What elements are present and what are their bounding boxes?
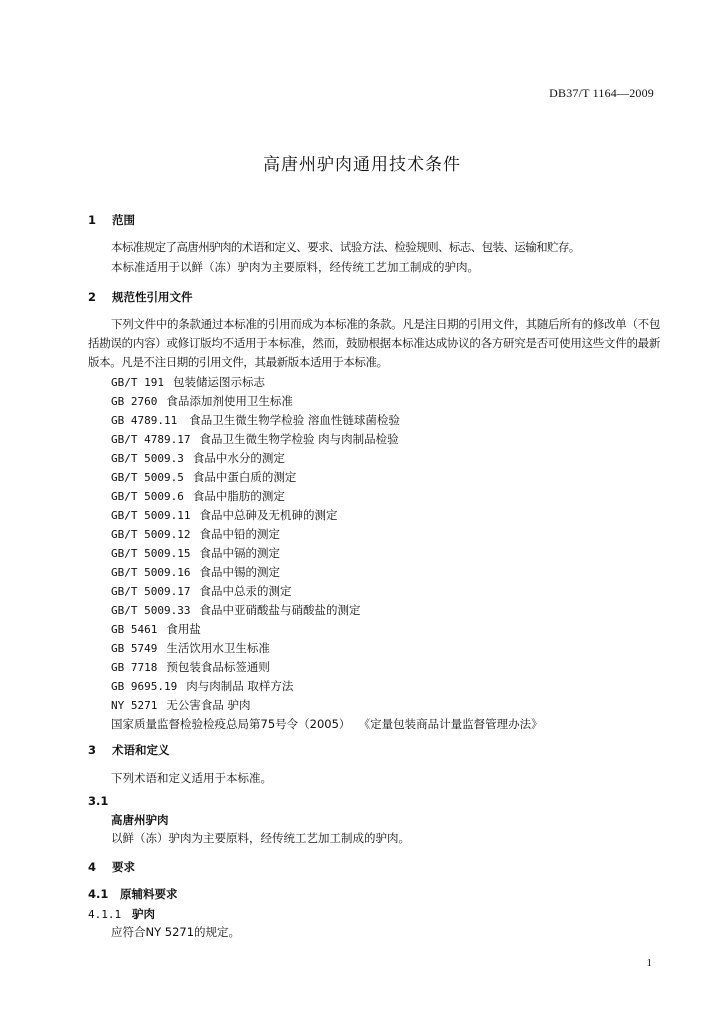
- subsection-4-1-1-heading: [88, 906, 155, 922]
- reference-code: GB/T 4789.17: [111, 433, 191, 446]
- standard-code: DB37/T 1164—2009: [549, 86, 654, 100]
- reference-item: [111, 563, 543, 582]
- reference-item: [111, 696, 543, 715]
- document-title: 高唐州驴肉通用技术条件: [263, 155, 461, 175]
- reference-item: [111, 449, 543, 468]
- reference-code: GB/T 5009.16: [111, 566, 191, 579]
- reference-name: 食品卫生微生物学检验 溶血性链球菌检验: [189, 413, 400, 427]
- reference-name: 《定量包装商品计量监督管理办法》: [364, 717, 543, 731]
- section-4-heading: [88, 859, 135, 875]
- reference-item: [111, 487, 543, 506]
- reference-code: 国家质量监督检验检疫总局第75号令（2005）: [111, 717, 351, 731]
- section-title: 要求: [112, 860, 135, 874]
- reference-code: GB/T 5009.33: [111, 604, 191, 617]
- reference-name: 食品中总汞的测定: [199, 584, 292, 598]
- reference-code: GB/T 5009.17: [111, 585, 191, 598]
- reference-item: [111, 468, 543, 487]
- subsection-number: 4.1: [88, 887, 109, 901]
- reference-name: 食品中总砷及无机砷的测定: [199, 508, 338, 522]
- reference-name: 无公害食品 驴肉: [166, 698, 251, 712]
- scope-paragraph-1: 本标准规定了高唐州驴肉的术语和定义、要求、试验方法、检验规则、标志、包装、运输和贮存。: [111, 240, 580, 254]
- reference-name: 食品卫生微生物学检验 肉与肉制品检验: [199, 432, 399, 446]
- section-title: 规范性引用文件: [112, 290, 193, 304]
- reference-item: [111, 506, 543, 525]
- reference-item: [111, 430, 543, 449]
- reference-name: 食品中镉的测定: [199, 546, 280, 560]
- reference-name: 包装储运图示标志: [172, 375, 265, 389]
- reference-item: [111, 601, 543, 620]
- section-1-heading: [88, 212, 135, 228]
- section-title: 术语和定义: [112, 743, 170, 757]
- reference-code: GB/T 5009.12: [111, 528, 191, 541]
- section-number: 2: [88, 290, 97, 304]
- reference-item: [111, 411, 543, 430]
- subsection-title: 驴肉: [132, 907, 155, 921]
- reference-name: 食品中水分的测定: [192, 451, 285, 465]
- reference-name: 食品中蛋白质的测定: [192, 470, 297, 484]
- term-number: 3.1: [88, 794, 109, 808]
- reference-item: [111, 639, 543, 658]
- reference-code: GB 4789.11: [111, 414, 178, 427]
- subsection-4-1-heading: [88, 886, 178, 902]
- reference-item: [111, 525, 543, 544]
- section-3-heading: [88, 742, 170, 758]
- reference-code: NY 5271: [111, 699, 158, 712]
- reference-name: 生活饮用水卫生标准: [166, 641, 270, 655]
- subsection-title: 原辅料要求: [120, 887, 178, 901]
- reference-code: GB/T 5009.15: [111, 547, 191, 560]
- reference-code: GB 5749: [111, 642, 158, 655]
- scope-paragraph-2: 本标准适用于以鲜（冻）驴肉为主要原料，经传统工艺加工制成的驴肉。: [111, 260, 479, 274]
- section-number: 3: [88, 743, 97, 757]
- normative-references-intro: 下列文件中的条款通过本标准的引用而成为本标准的条款。凡是注日期的引用文件，其随后所有的修改单（不包括勘误的内容）或修订版均不适用于本标准，然而，鼓励根据本标准达成协议的各方研究是否可使用这些文件的最新版本。凡是不注日期的引用文件，其最新版本适用于本标准。: [88, 317, 660, 369]
- reference-name: 食用盐: [166, 622, 201, 636]
- section-number: 4: [88, 860, 97, 874]
- reference-item: [111, 715, 543, 734]
- reference-code: GB 7718: [111, 661, 158, 674]
- reference-name: 食品中脂肪的测定: [192, 489, 285, 503]
- reference-name: 食品中亚硝酸盐与硝酸盐的测定: [199, 603, 361, 617]
- reference-item: [111, 677, 543, 696]
- section-2-heading: [88, 289, 193, 305]
- reference-item: [111, 544, 543, 563]
- term-name: 高唐州驴肉: [111, 813, 169, 827]
- reference-name: 预包装食品标签通则: [166, 660, 270, 674]
- reference-code: GB 5461: [111, 623, 158, 636]
- donkey-meat-requirement: 应符合NY 5271的规定。: [111, 925, 241, 939]
- reference-item: [111, 373, 543, 392]
- reference-list: [111, 373, 543, 734]
- section-number: 1: [88, 213, 97, 227]
- reference-name: 食品中铅的测定: [199, 527, 280, 541]
- reference-item: [111, 658, 543, 677]
- reference-code: GB/T 5009.5: [111, 471, 184, 484]
- reference-code: GB/T 5009.6: [111, 490, 184, 503]
- terms-intro: 下列术语和定义适用于本标准。: [111, 771, 272, 785]
- reference-name: 食品中锡的测定: [199, 565, 280, 579]
- reference-name: 肉与肉制品 取样方法: [186, 679, 294, 693]
- reference-name: 食品添加剂使用卫生标准: [166, 394, 293, 408]
- term-definition: 以鲜（冻）驴肉为主要原料，经传统工艺加工制成的驴肉。: [111, 831, 410, 845]
- reference-item: [111, 392, 543, 411]
- reference-code: GB/T 5009.11: [111, 509, 191, 522]
- reference-item: [111, 582, 543, 601]
- reference-code: GB/T 5009.3: [111, 452, 184, 465]
- section-title: 范围: [112, 213, 135, 227]
- reference-code: GB/T 191: [111, 376, 164, 389]
- subsection-number: 4.1.1: [88, 908, 122, 921]
- reference-code: GB 2760: [111, 395, 158, 408]
- page-number: 1: [646, 957, 652, 969]
- reference-item: [111, 620, 543, 639]
- reference-code: GB 9695.19: [111, 680, 178, 693]
